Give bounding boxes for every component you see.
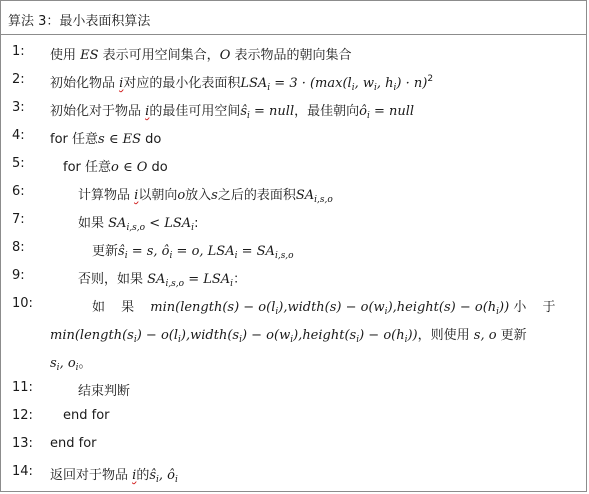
line-9 — [1, 268, 586, 288]
algorithm-title-row — [1, 1, 586, 35]
line-text: 计算物品 i以朝向o放入s之后的表面积$SA_{i,s,o}$ — [78, 188, 333, 205]
line-text: 使用 ES 表示可用空间集合，O 表示物品的朝向集合 — [50, 48, 352, 63]
line-text: 否则，如果 $SA_{i,s,o} = LSA_i$： — [78, 272, 247, 289]
line-number: 13: — [12, 436, 33, 451]
line-14 — [1, 464, 586, 484]
line-10-cont-1 — [1, 324, 586, 344]
line-12 — [1, 408, 586, 428]
line-text: for 任意o ∈ O do — [63, 160, 168, 175]
line-text: end for — [50, 436, 97, 451]
line-13 — [1, 436, 586, 456]
line-text: 结束判断 — [78, 384, 131, 399]
line-10-cont-2 — [1, 352, 586, 372]
line-number: 7: — [12, 212, 25, 227]
line-text: 返回对于物品 i的$ŝ_i$, $ô_i$ — [50, 468, 178, 485]
line-text: 初始化对于物品 i的最佳可用空间$ŝ_i$ = null，最佳朝向$ô_i$ = null — [50, 104, 415, 121]
line-text: 如果 $SA_{i,s,o} < LSA_i$: — [78, 216, 199, 233]
line-text: 初始化物品 i对应的最小化表面积$LSA_i = 3 \cdot (\max(l_i$, $w_i$, $h_i) \cdot n)^2$ — [50, 74, 434, 93]
line-number: 12: — [12, 408, 33, 423]
line-3 — [1, 100, 586, 120]
line-number: 5: — [12, 156, 25, 171]
line-1 — [1, 44, 586, 64]
line-7 — [1, 212, 586, 232]
algorithm-title: 算法 3：最小表面积算法 — [8, 14, 151, 29]
line-number: 3: — [12, 100, 25, 115]
line-number: 10: — [12, 296, 33, 311]
line-number: 8: — [12, 240, 25, 255]
line-number: 4: — [12, 128, 25, 143]
line-text: 更新$ŝ_i = s$, $ô_i = o$, $LSA_i = SA_{i,s,o}$ — [92, 244, 294, 261]
line-10 — [1, 296, 586, 316]
line-4 — [1, 128, 586, 148]
line-text: for 任意s ∈ ES do — [50, 132, 162, 147]
line-5 — [1, 156, 586, 176]
line-6 — [1, 184, 586, 204]
line-number: 14: — [12, 464, 33, 479]
line-number: 2: — [12, 72, 25, 87]
line-11 — [1, 380, 586, 400]
line-text: 如 果 min(length(s) − $o(l_i),width(s)$ − $o(w_i),height(s) - o(h_i)$) 小 于 — [92, 300, 562, 317]
line-text: $\min(length(s_i)$ − $o(l_i),width(s_i)$ − $o(w_i),height(s_i) - o(h_i)$)，则使用 s, o 更新 — [50, 328, 527, 345]
line-number: 11: — [12, 380, 33, 395]
line-8 — [1, 240, 586, 260]
line-number: 6: — [12, 184, 25, 199]
line-text: $s_i$, $o_i$。 — [50, 356, 92, 373]
line-number: 1: — [12, 44, 25, 59]
line-2 — [1, 72, 586, 92]
line-text: end for — [63, 408, 110, 423]
line-number: 9: — [12, 268, 25, 283]
